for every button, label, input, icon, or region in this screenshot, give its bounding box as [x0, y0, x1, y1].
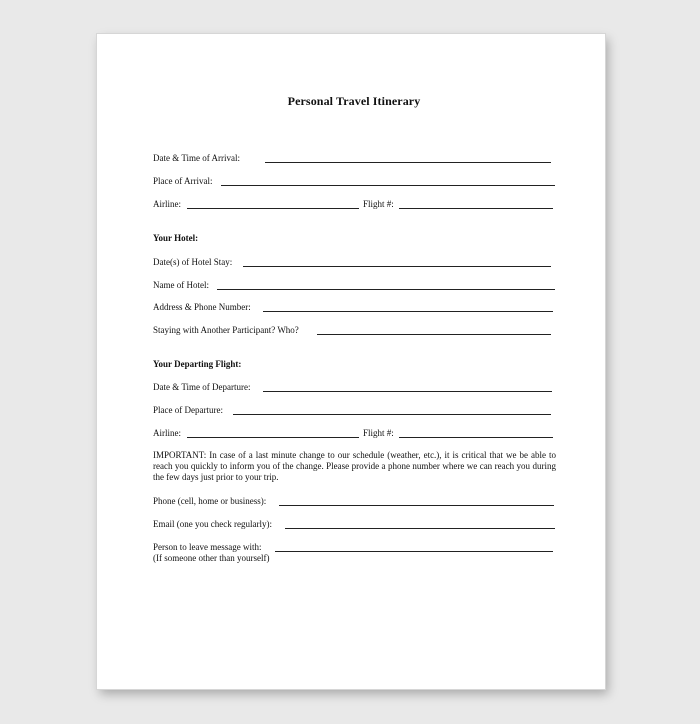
contact-phone-row — [153, 496, 266, 507]
contact-person-label: Person to leave message with: — [153, 542, 262, 552]
arrival-airline-row — [153, 199, 181, 210]
departure-airline-row — [153, 428, 181, 439]
hotel-staying-field[interactable] — [317, 334, 551, 335]
departure-place-label: Place of Departure: — [153, 405, 223, 415]
departure-airline-label: Airline: — [153, 428, 181, 438]
arrival-place-row — [153, 176, 212, 187]
departure-date-time-field[interactable] — [263, 391, 552, 392]
contact-phone-field[interactable] — [279, 505, 554, 506]
contact-person-note: (If someone other than yourself) — [153, 553, 270, 563]
document-title: Personal Travel Itinerary — [287, 94, 421, 108]
arrival-airline-label: Airline: — [153, 199, 181, 209]
arrival-date-time-row — [153, 153, 240, 164]
departure-flight-field[interactable] — [399, 437, 553, 438]
arrival-date-time-label: Date & Time of Arrival: — [153, 153, 240, 163]
arrival-airline-field[interactable] — [187, 208, 359, 209]
hotel-staying-row — [153, 325, 299, 336]
contact-phone-label: Phone (cell, home or business): — [153, 496, 267, 506]
hotel-name-label: Name of Hotel: — [153, 280, 209, 290]
hotel-dates-label: Date(s) of Hotel Stay: — [153, 257, 233, 267]
hotel-name-row — [153, 280, 209, 291]
important-notice: IMPORTANT: In case of a last minute change to our schedule (weather, etc.), it is critical that we be able to reach you quickly to inform you of the change. Please provide a phone number where we can reach you during the few days just prior to your trip. — [153, 450, 556, 482]
contact-email-field[interactable] — [285, 528, 555, 529]
contact-person-field[interactable] — [275, 551, 553, 552]
arrival-date-time-field[interactable] — [265, 162, 551, 163]
hotel-name-field[interactable] — [217, 289, 555, 290]
departure-date-time-label: Date & Time of Departure: — [153, 382, 251, 392]
departure-date-time-row — [153, 382, 250, 393]
departure-place-field[interactable] — [233, 414, 551, 415]
arrival-place-label: Place of Arrival: — [153, 176, 213, 186]
contact-email-row — [153, 519, 272, 530]
hotel-address-label: Address & Phone Number: — [153, 302, 251, 312]
departure-airline-field[interactable] — [187, 437, 359, 438]
departure-place-row — [153, 405, 223, 416]
departure-flight-label: Flight #: — [363, 428, 394, 438]
hotel-dates-field[interactable] — [243, 266, 551, 267]
arrival-flight-label: Flight #: — [363, 199, 394, 209]
arrival-place-field[interactable] — [221, 185, 555, 186]
departure-flight-row — [363, 428, 394, 439]
arrival-flight-field[interactable] — [399, 208, 553, 209]
hotel-address-field[interactable] — [263, 311, 553, 312]
contact-email-label: Email (one you check regularly): — [153, 519, 272, 529]
hotel-staying-label: Staying with Another Participant? Who? — [153, 325, 299, 335]
hotel-heading: Your Hotel: — [153, 233, 199, 243]
hotel-address-row — [153, 302, 251, 313]
contact-person-row — [153, 542, 261, 553]
arrival-flight-row — [363, 199, 394, 210]
departing-heading: Your Departing Flight: — [153, 359, 242, 369]
document-page — [97, 34, 605, 689]
hotel-dates-row — [153, 257, 232, 268]
